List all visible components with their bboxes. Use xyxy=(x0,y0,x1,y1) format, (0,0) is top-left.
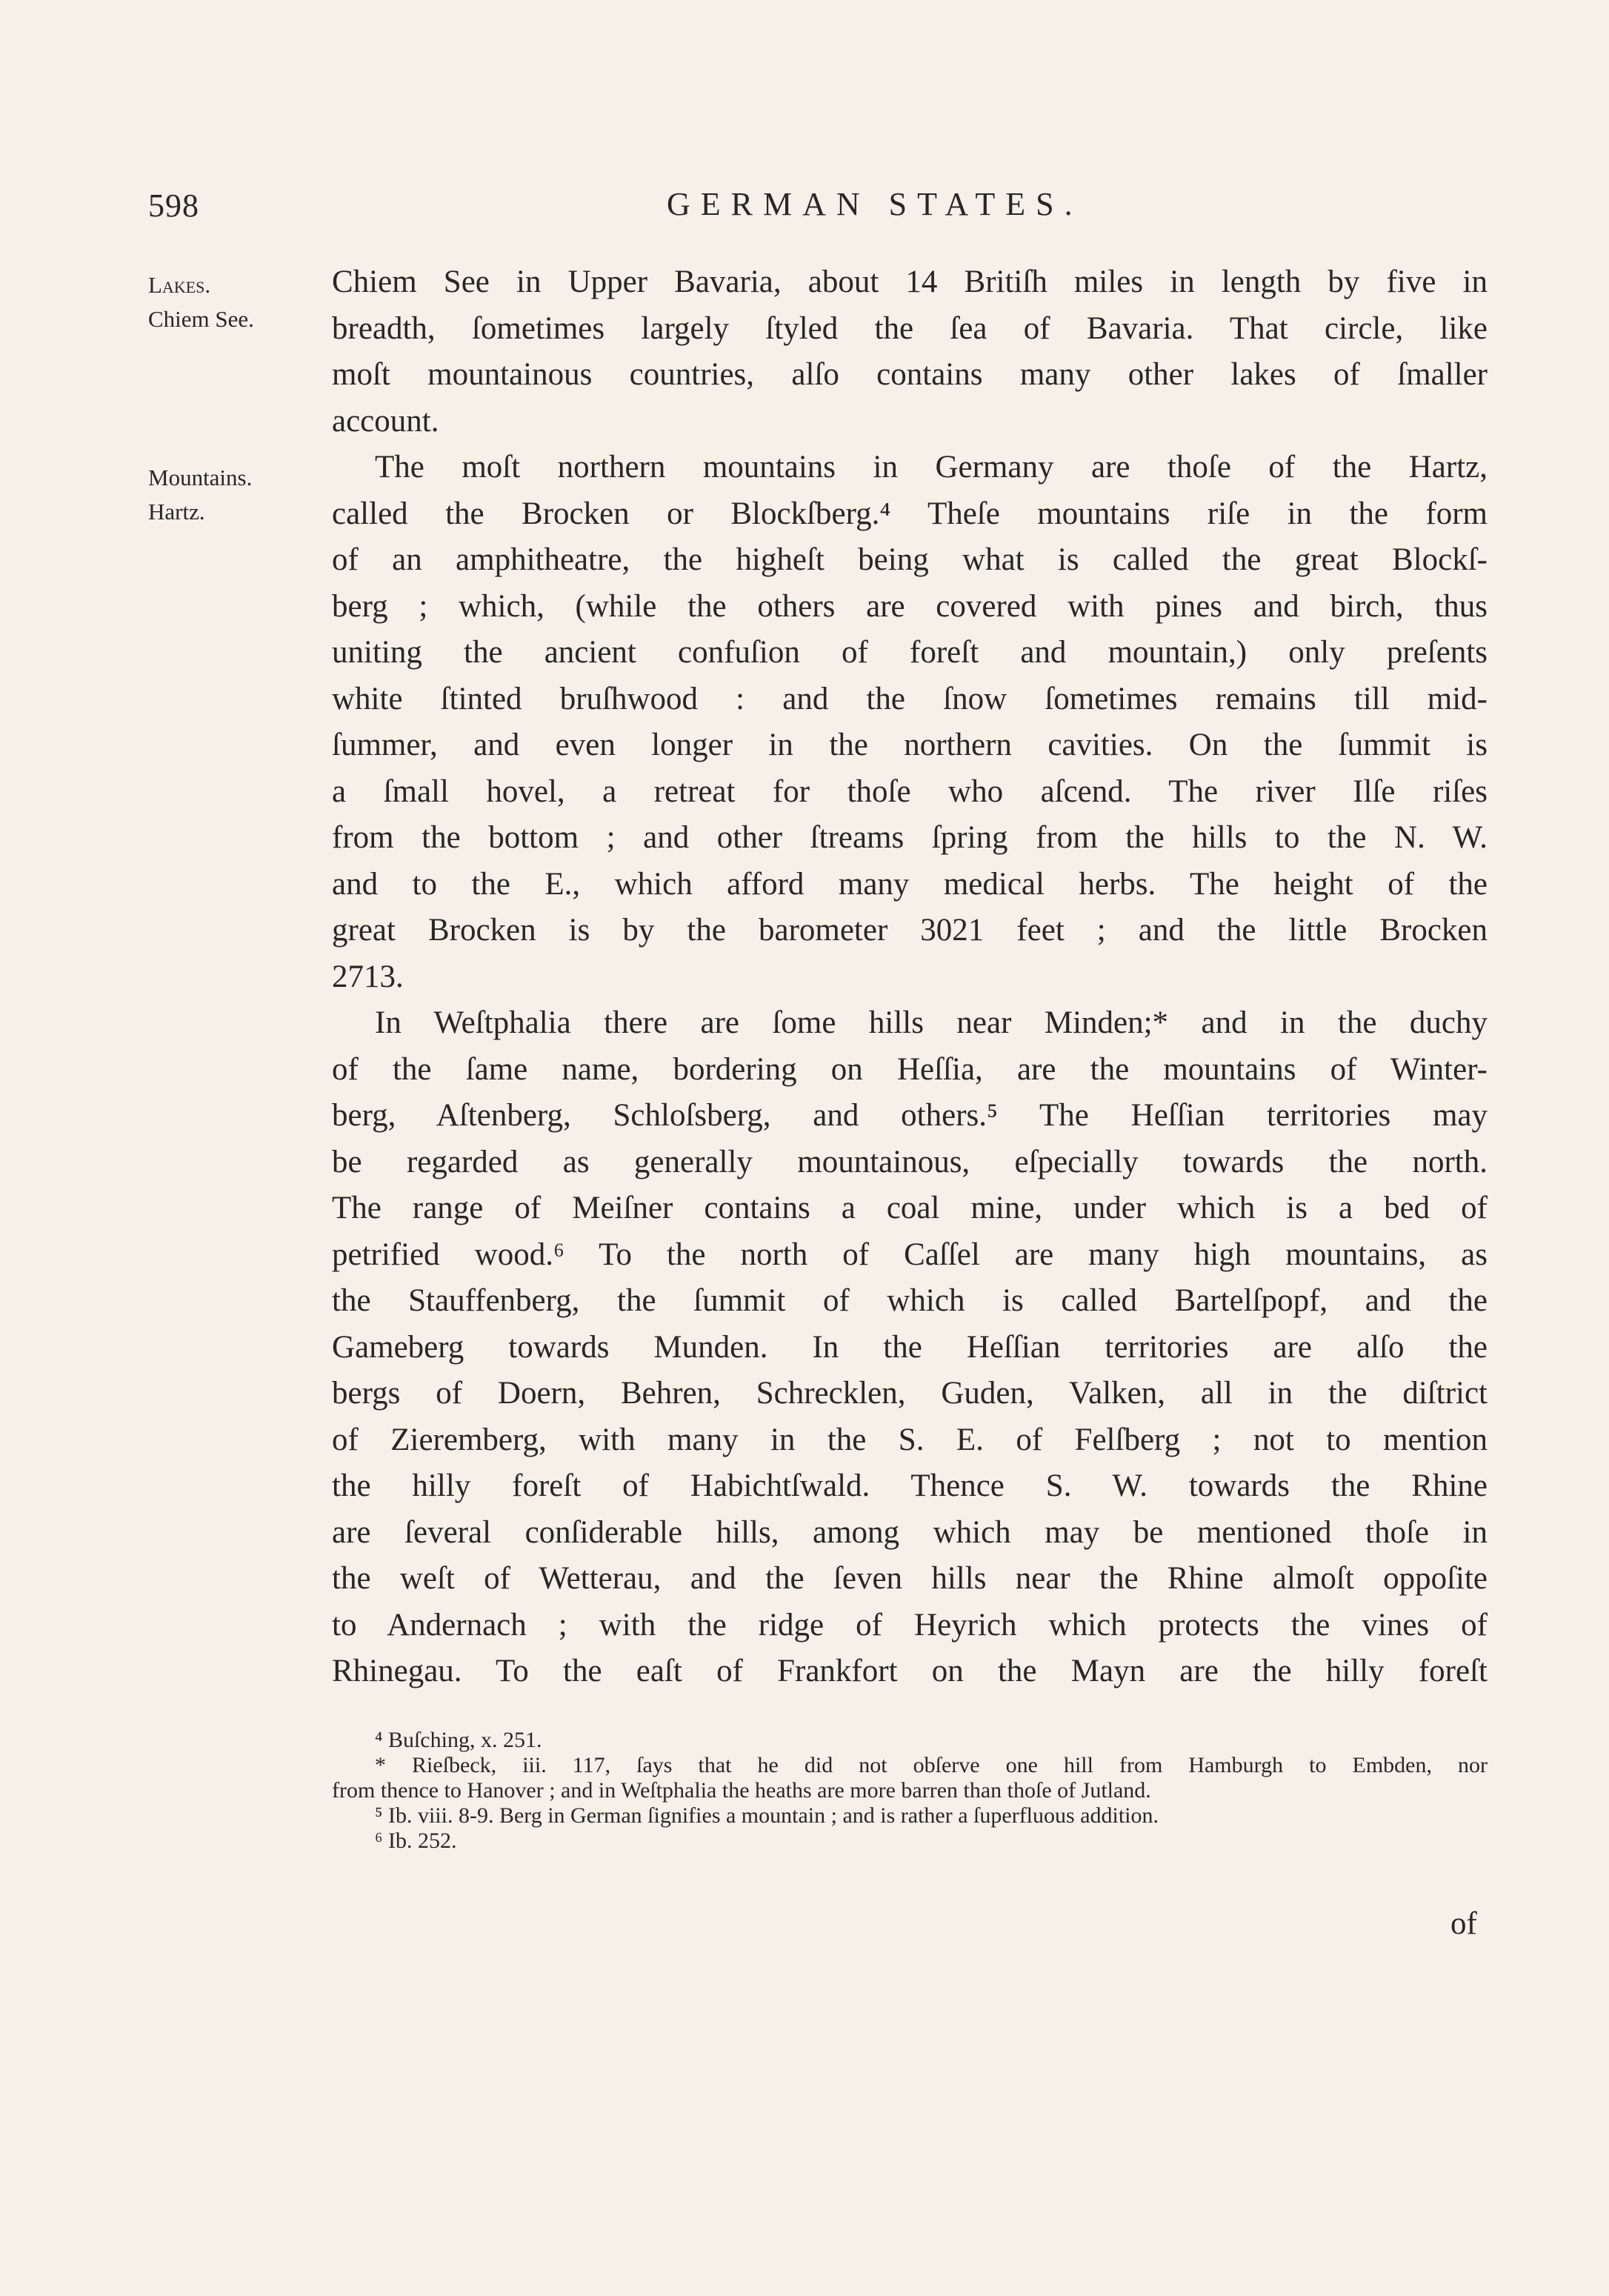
margin-note-heading: Lakes. xyxy=(148,272,211,298)
footnote-continuation: from thence to Hanover ; and in Weſtphalia the heaths are more barren than thoſe of Jutland. xyxy=(332,1778,1151,1803)
text-line: Rhinegau. To the eaſt of Frankfort on the Mayn are the hilly foreſt xyxy=(332,1654,1488,1688)
catchword: of xyxy=(1450,1906,1477,1941)
text-line: are ſeveral conſiderable hills, among which may be mentioned thoſe in xyxy=(332,1514,1488,1550)
text-line: white ſtinted bruſhwood : and the ſnow ſometimes remains till mid- xyxy=(332,681,1488,716)
footnote: ⁶ Ib. 252. xyxy=(375,1829,457,1853)
text-line: great Brocken is by the barometer 3021 feet ; and the little Brocken xyxy=(332,913,1488,948)
text-line: and to the E., which afford many medical herbs. The height of the xyxy=(332,866,1488,902)
text-line: the Stauffenberg, the ſummit of which is called Bartelſpopf, and the xyxy=(332,1283,1488,1318)
footnote: * Rieſbeck, iii. 117, ſays that he did not obſerve one hill from Hamburgh to Embden, nor xyxy=(375,1753,1488,1777)
text-line: to Andernach ; with the ridge of Heyrich which protects the vines of xyxy=(332,1607,1488,1643)
text-line: In Weſtphalia there are ſome hills near Minden;* and in the duchy xyxy=(375,1005,1488,1040)
margin-note-lakes xyxy=(148,268,319,336)
margin-note-heading: Mountains. xyxy=(148,465,253,490)
text-line: The moſt northern mountains in Germany are thoſe of the Hartz, xyxy=(375,450,1488,485)
text-line: berg, Aſtenberg, Schloſsberg, and others.⁵ The Heſſian territories may xyxy=(332,1098,1488,1133)
text-line: bergs of Doern, Behren, Schrecklen, Guden, Valken, all in the diſtrict xyxy=(332,1376,1488,1411)
text-line: from the bottom ; and other ſtreams ſpring from the hills to the N. W. xyxy=(332,820,1488,855)
margin-note-mountains xyxy=(148,461,319,529)
text-line: of the ſame name, bordering on Heſſia, are the mountains of Winter- xyxy=(332,1051,1488,1087)
margin-note-subheading: Chiem See. xyxy=(148,306,254,332)
text-line: petrified wood.⁶ To the north of Caſſel are many high mountains, as xyxy=(332,1237,1488,1272)
text-line: the weſt of Wetterau, and the ſeven hills near the Rhine almoſt oppoſite xyxy=(332,1561,1488,1596)
text-line: of an amphitheatre, the higheſt being what is called the great Blockſ- xyxy=(332,542,1488,577)
text-line: be regarded as generally mountainous, eſpecially towards the north. xyxy=(332,1144,1488,1179)
footnotes xyxy=(332,1728,1488,1854)
text-line: Chiem See in Upper Bavaria, about 14 Britiſh miles in length by five in xyxy=(332,264,1488,299)
text-line: a ſmall hovel, a retreat for thoſe who aſcend. The river Ilſe riſes xyxy=(332,773,1488,809)
text-line: of Zieremberg, with many in the S. E. of Felſberg ; not to mention xyxy=(332,1422,1488,1457)
text-line: 2713. xyxy=(332,959,404,994)
text-line: account. xyxy=(332,403,439,439)
text-line: uniting the ancient confuſion of foreſt and mountain,) only preſents xyxy=(332,635,1488,670)
text-line: the hilly foreſt of Habichtſwald. Thence S. W. towards the Rhine xyxy=(332,1468,1488,1503)
running-head: GERMAN STATES. xyxy=(667,186,1083,222)
text-line: breadth, ſometimes largely ſtyled the ſea of Bavaria. That circle, like xyxy=(332,310,1488,346)
margin-note-subheading: Hartz. xyxy=(148,499,205,525)
text-line: called the Brocken or Blockſberg.⁴ Theſe mountains riſe in the form xyxy=(332,496,1488,531)
text-line: ſummer, and even longer in the northern cavities. On the ſummit is xyxy=(332,728,1488,762)
text-line: The range of Meiſner contains a coal mine, under which is a bed of xyxy=(332,1191,1488,1225)
footnote: ⁴ Buſching, x. 251. xyxy=(375,1728,542,1752)
text-line: moſt mountainous countries, alſo contains many other lakes of ſmaller xyxy=(332,357,1488,392)
body-text xyxy=(332,259,1488,1695)
page-number: 598 xyxy=(148,187,199,224)
text-line: berg ; which, (while the others are covered with pines and birch, thus xyxy=(332,588,1488,624)
text-line: Gameberg towards Munden. In the Heſſian territories are alſo the xyxy=(332,1329,1488,1365)
footnote: ⁵ Ib. viii. 8-9. Berg in German ſignifies a mountain ; and is rather a ſuperfluous addition. xyxy=(375,1803,1159,1828)
